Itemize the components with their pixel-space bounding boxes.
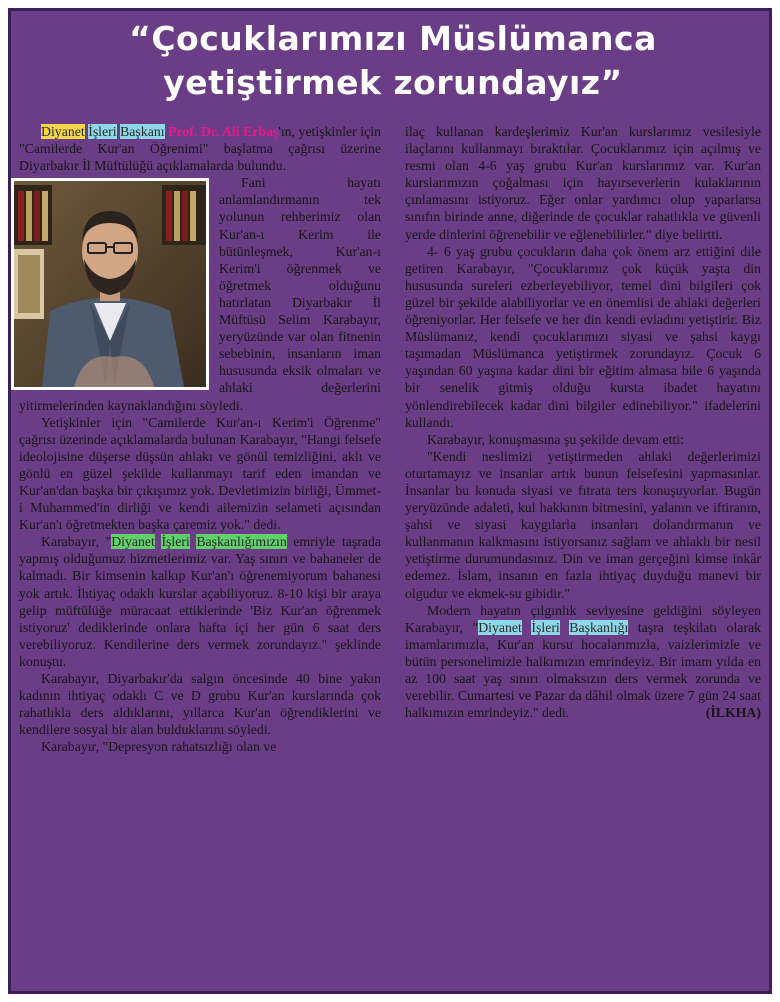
man-portrait-photo-icon <box>14 181 206 387</box>
highlight-word: İşleri <box>88 124 117 139</box>
paragraph: Fani hayatı anlamlandırmanın tek yolunun rehberimiz olan Kur'an-ı Kerim ile bütünleşmek, Kur'an-ı Kerim'i öğrenmek ve öğretmek olduğunu hatırlatan Diyarbakır İl Müftüsü Selim Karabayır, yeryüzünde var olan fitnenin sebebinin, insanların iman hususunda eksik olmaları ve ahlaki değerlerini yitirmelerinden kaynaklandığını söyledi. <box>19 175 381 413</box>
highlight-word: Diyanet <box>478 619 522 635</box>
highlight-name: Prof. Dr. Ali Erbaş <box>168 124 279 139</box>
paragraph-text: Karabayır, " <box>41 534 112 550</box>
newspaper-clipping <box>8 8 772 994</box>
paragraph <box>19 123 381 174</box>
paragraph: 4- 6 yaş grubu çocukların daha çok önem arz ettiğini dile getiren Karabayır, "Çocuklarımız çok küçük yaşta din hususunda sureleri ezberleyebiliyor, temel dini bilgileri çok güzel bir şekilde alabiliyorlar ve en önemlisi de ahlaki değerleri öğreniyorlar. Her felsefe ve her din kendi evladını yetiştirir. Biz Müslümanız, kendi çocuklarımızı siyasi ve şahsi kaygı taşımadan Müslümanca yetiştirmek zorundayız. Çocuk 6 yaşından 60 yaşına kadar dini bir eğitim almasa bile 6 yaşında bir senelik gitmiş olduğu kursta ibadet hayatını yönlendirebilecek kadar dini bilgiler edinebiliyor." ifadelerini kullandı. <box>405 243 761 430</box>
paragraph: Karabayır, "Depresyon rahatsızlığı olan ve <box>41 739 277 755</box>
headline <box>11 17 772 105</box>
paragraph <box>405 602 761 722</box>
highlight-word: Başkanlığı <box>569 619 629 635</box>
highlight-word: Başkanlığımızın <box>196 534 287 550</box>
highlight-word: İşleri <box>531 619 560 635</box>
paragraph-text: taşra teşkilatı olarak imamlarımızla, Kur'an kursu hocalarımızla, vaizlerimizle ve bütün personelimizle halkımızın emrindeyiz. Bir imam yılda en az 100 saat yaş sınırı olmaksızın ders vermek zorunda ve verebilir. Cumartesi ve Pazar da dâhil olmak üzere 7 gün 24 saat halkımızın emrindeyiz." dedi. <box>405 619 762 721</box>
highlight-word: Diyanet <box>41 124 85 139</box>
portrait-photo <box>11 178 209 390</box>
paragraph-text: 'ın, yetişkinler için "Camilerde Kur'an Öğrenimi" başlatma çağrısı üzerine Diyarbakır İl Müftülüğü açıklamalarda bulundu. <box>19 124 381 174</box>
highlight-word: İşleri <box>161 534 190 550</box>
paragraph <box>19 533 381 670</box>
paragraph: "Kendi neslimizi yetiştirmeden ahlaki değerlerimizi oturtamayız ve insanlar artık bunun felsefesini yapmasınlar. İnsanlar bu konuda siyasi ve fıtrata ters konuşuyorlar. Bugün yeryüzünde adaleti, kul hakkının bitmesini, yalanın ve iftiranın, şahsi ve siyasi kaygılarla insanları dolandırmanın ve kullanmanın kalkmasını istiyorsanız sağlam ve ahlaklı bir nesil yetiştirme durumundasınız. Din ve iman gerçeğini kimse inkâr edemez. İslam, insanın en fazla ihtiyaç duyduğu manevi bir olgudur ve ekmek-su gibidir." <box>405 448 761 601</box>
paragraph: ilaç kullanan kardeşlerimiz Kur'an kurslarımız vesilesiyle ilaçlarını kullanmayı bıraktılar. Çocuklarımız için açılmış ve resmi olan 4-6 yaş grubu Kur'an kurslarımız var. Kur'an kurslarımızın çoğalması için hayırseverlerin kulaklarının çınlamasını istiyoruz. Eğer onlar yardımcı olup yaparlarsa sınıfın birinde anne, diğerinde de çocuklar rahatlıkla ve güvenli yerde dinlerini öğrenebilir ve eğlenebilirler." diye belirtti. <box>405 124 761 242</box>
paragraph: Karabayır, konuşmasına şu şekilde devam etti: <box>427 431 684 447</box>
paragraph: Yetişkinler için "Camilerde Kur'an-ı Kerim'i Öğrenme" çağrısı üzerinde açıklamalarda bulunan Karabayır, "Hangi felsefe ideolojisine düşerse düşsün ahlakı ve gönül temizliğini, aklı ve gönlü en güzel şekilde kullanmayı tarif eden imandan ve Kur'an'dan başka bir çıkışımız yok. Devletimizin birliği, Ümmet-i Muhammed'in dirliği ve kendi ailemizin selameti açısından Kur'an'ı öğretmekten başka çaremiz yok." dedi. <box>19 414 381 533</box>
article-column-left <box>19 123 381 755</box>
highlight-word: Başkanı <box>120 124 165 139</box>
article-column-right <box>405 123 761 721</box>
paragraph: Karabayır, Diyarbakır'da salgın öncesinde 40 bine yakın kadının ihtiyaç odaklı C ve D grubu Kur'an kurslarında çok rahatlıkla ders aldıklarını, yıllarca Kur'an öğrendiklerini ve kendilere sosyal bir alan bulduklarını söyledi. <box>19 671 381 738</box>
news-source: (İLKHA) <box>705 705 761 721</box>
headline-line-1: “Çocuklarımızı Müslümanca <box>129 19 657 58</box>
paragraph-text: Modern hayatın çılgınlık seviyesine geldiğini söyleyen Karabayır, " <box>405 602 761 635</box>
highlight-word: Diyanet <box>111 534 155 550</box>
headline-line-2: yetiştirmek zorundayız” <box>163 63 623 102</box>
paragraph-text: emriyle taşrada yapmış olduğumuz hizmetlerimiz var. Yaş sınırı ve bahaneler de kalmadı. Bir kimsenin kalkıp Kur'an'ı öğrenemiyorum bahanesi yok artık. İhtiyaç odaklı kurslar açabiliyoruz. 8-10 kişi bir araya gelip müftülüğe müracaat ettiklerinde 'Biz Kur'an öğrenmek istiyoruz' dediklerinde onlara hafta içi her gün 6 saat ders verebiliyoruz. Kendilerine ders vermek zorundayız." şeklinde konuştu. <box>19 534 382 669</box>
